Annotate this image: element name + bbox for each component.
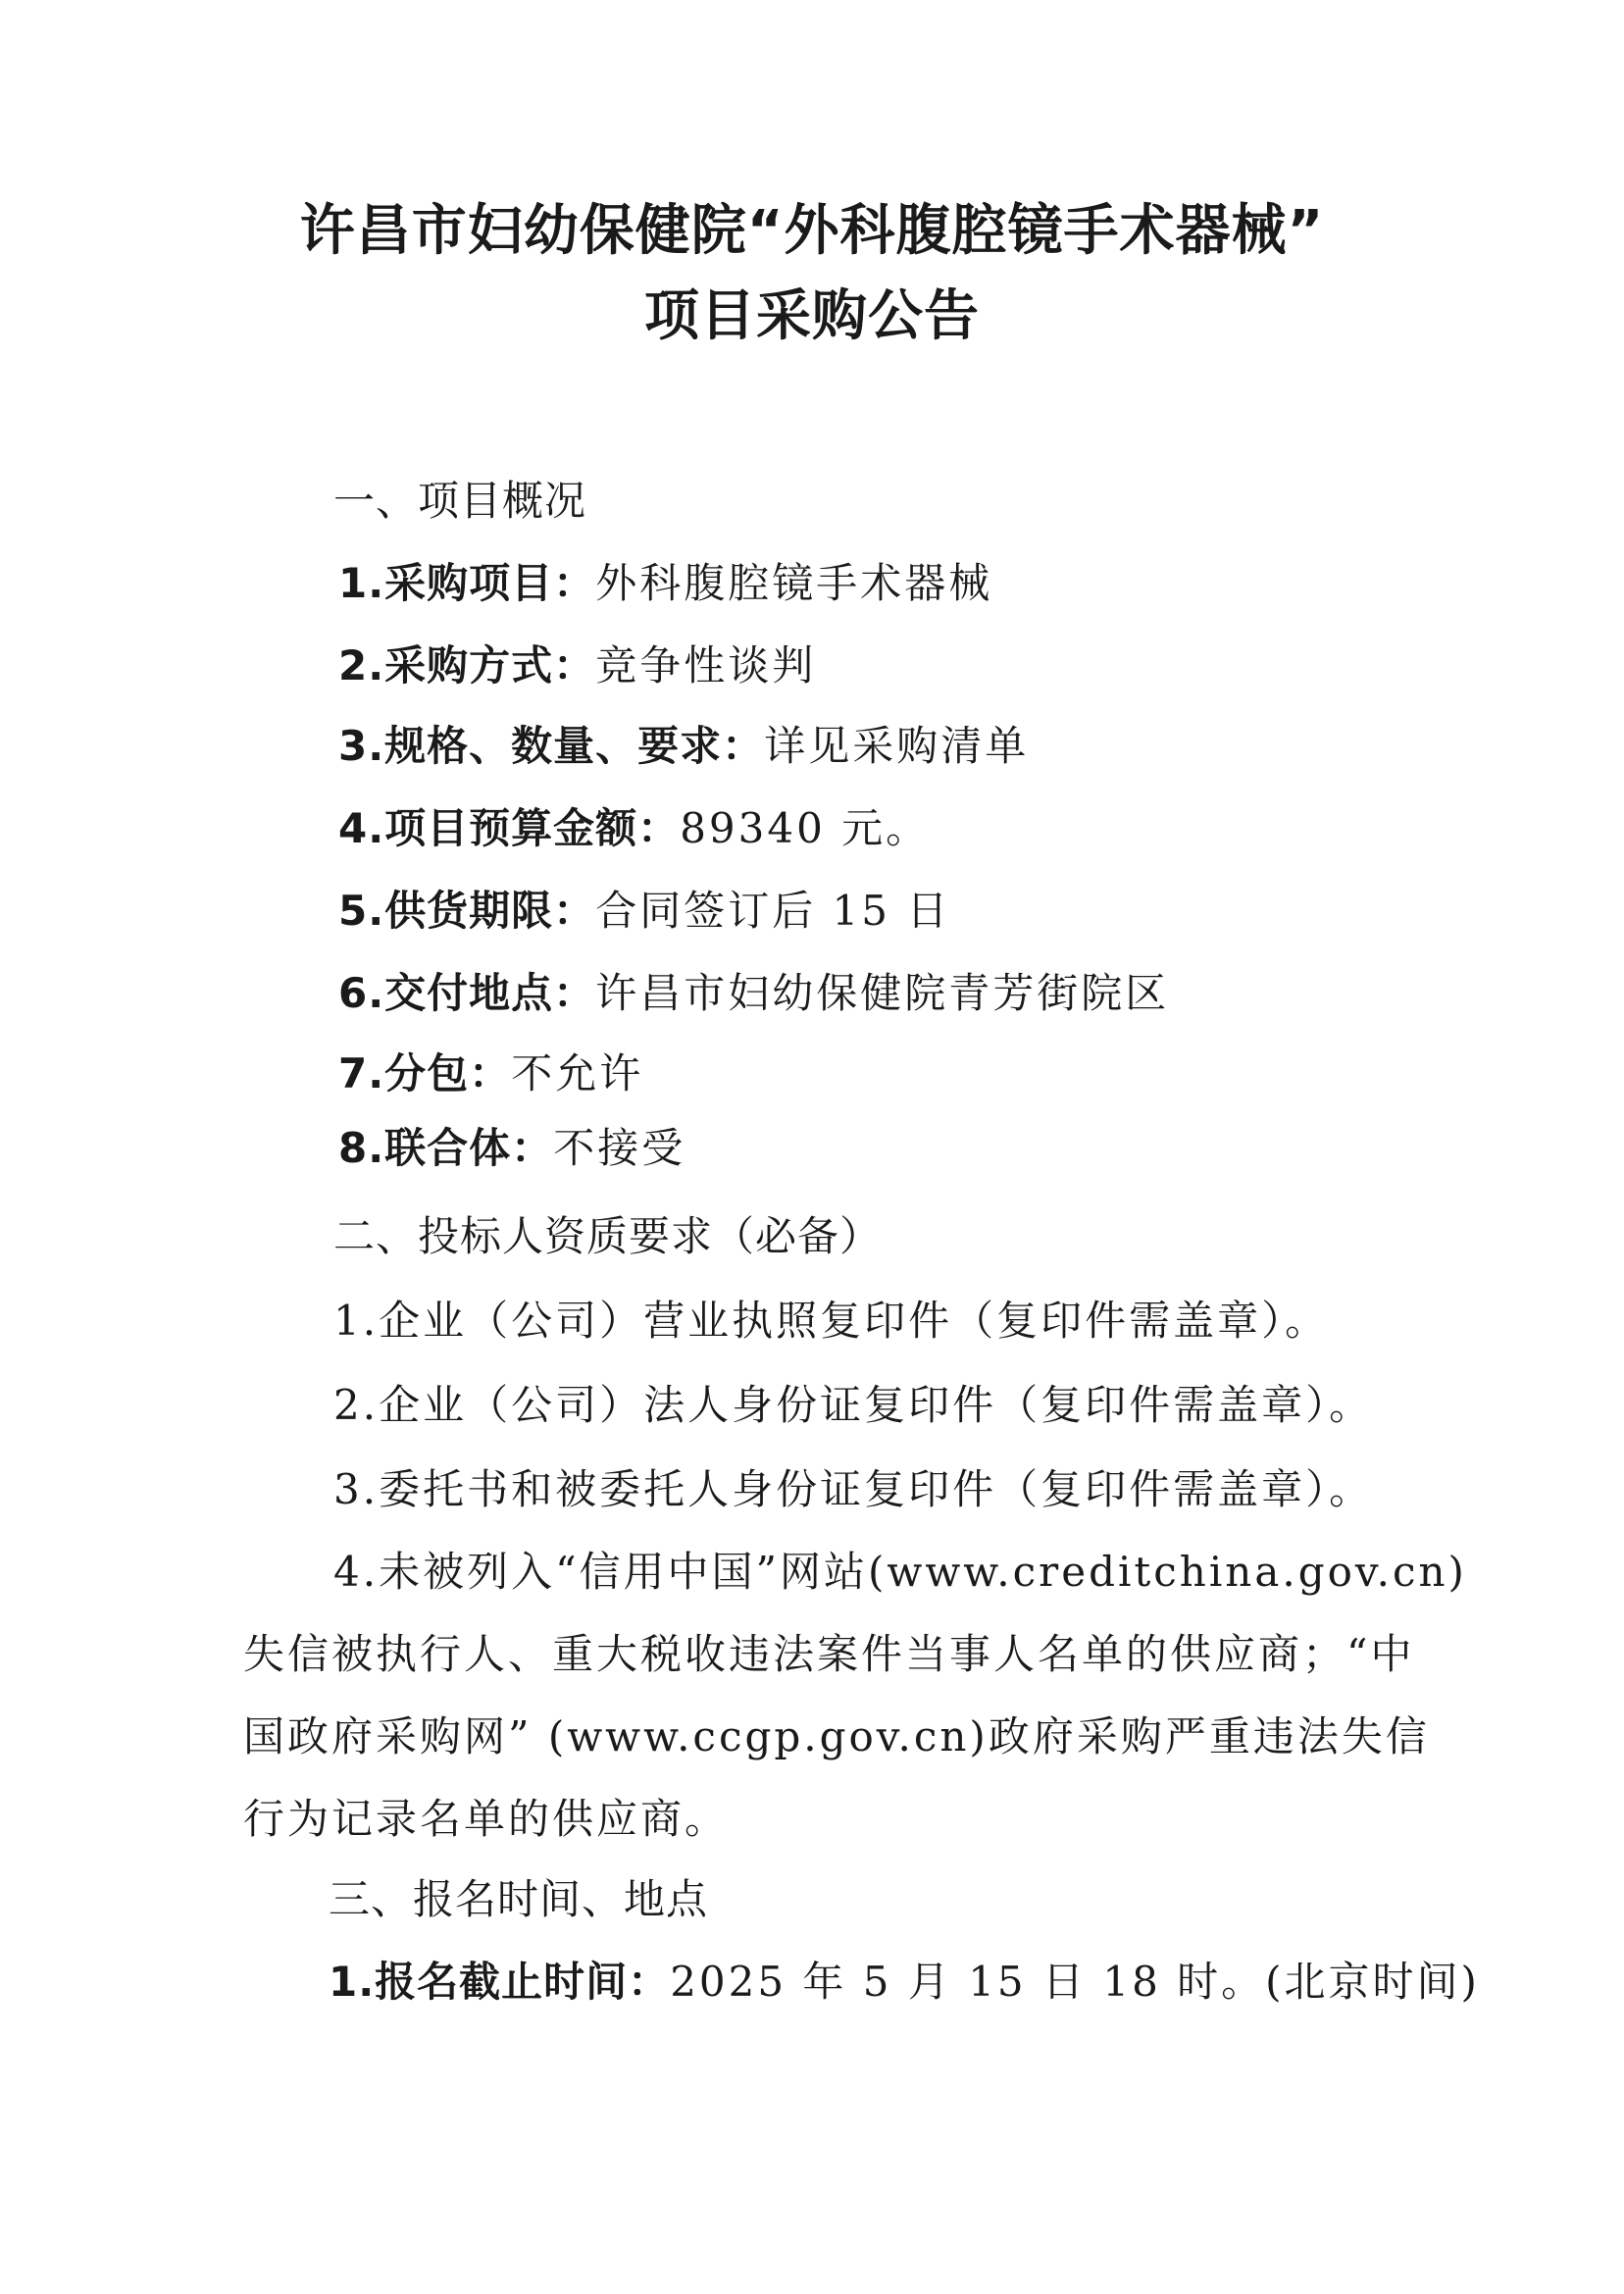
item-value: 竞争性谈判	[595, 641, 817, 689]
item-value: 89340 元。	[680, 804, 931, 852]
item-label: 7.分包：	[338, 1049, 512, 1097]
item-budget	[338, 804, 931, 852]
item-delivery-location	[338, 969, 1170, 1017]
item-label: 5.供货期限：	[338, 887, 596, 935]
item-subpackage	[338, 1049, 644, 1097]
item-label: 1.采购项目：	[338, 559, 596, 607]
item-procurement-project	[338, 559, 993, 607]
item-delivery-period	[338, 887, 951, 935]
item-value: 详见采购清单	[764, 722, 1030, 770]
qualification-item-3: 3.委托书和被委托人身份证复印件（复印件需盖章）。	[333, 1465, 1374, 1513]
item-value: 许昌市妇幼保健院青芳街院区	[595, 969, 1170, 1017]
item-label: 2.采购方式：	[338, 641, 596, 689]
section-1-heading: 一、项目概况	[333, 477, 587, 525]
item-value: 外科腹腔镜手术器械	[595, 559, 993, 607]
item-value: 2025 年 5 月 15 日 18 时。(北京时间)	[670, 1958, 1480, 2006]
item-label: 1.报名截止时间：	[329, 1958, 671, 2006]
qualification-item-2: 2.企业（公司）法人身份证复印件（复印件需盖章）。	[333, 1381, 1374, 1429]
item-consortium	[338, 1124, 686, 1172]
item-label: 3.规格、数量、要求：	[338, 722, 765, 770]
qualification-item-4-line-3: 国政府采购网” (www.ccgp.gov.cn)政府采购严重违法失信	[243, 1712, 1430, 1760]
item-specifications	[338, 722, 1030, 770]
item-registration-deadline	[329, 1958, 1480, 2006]
document-title-line-1: 许昌市妇幼保健院“外科腹腔镜手术器械”	[299, 199, 1325, 263]
item-value: 不接受	[553, 1124, 686, 1172]
item-procurement-method	[338, 641, 817, 689]
qualification-item-4-line-4: 行为记录名单的供应商。	[243, 1795, 730, 1843]
section-2-heading: 二、投标人资质要求（必备）	[333, 1212, 883, 1260]
item-label: 8.联合体：	[338, 1124, 554, 1172]
qualification-item-4-line-2: 失信被执行人、重大税收违法案件当事人名单的供应商；“中	[243, 1630, 1415, 1678]
document-title-line-2: 项目采购公告	[644, 284, 980, 348]
item-label: 4.项目预算金额：	[338, 804, 681, 852]
item-label: 6.交付地点：	[338, 969, 596, 1017]
section-3-heading: 三、报名时间、地点	[329, 1875, 709, 1923]
item-value: 不允许	[511, 1049, 644, 1097]
item-value: 合同签订后 15 日	[595, 887, 951, 935]
qualification-item-1: 1.企业（公司）营业执照复印件（复印件需盖章）。	[333, 1297, 1330, 1345]
qualification-item-4-line-1: 4.未被列入“信用中国”网站(www.creditchina.gov.cn)	[333, 1548, 1467, 1596]
